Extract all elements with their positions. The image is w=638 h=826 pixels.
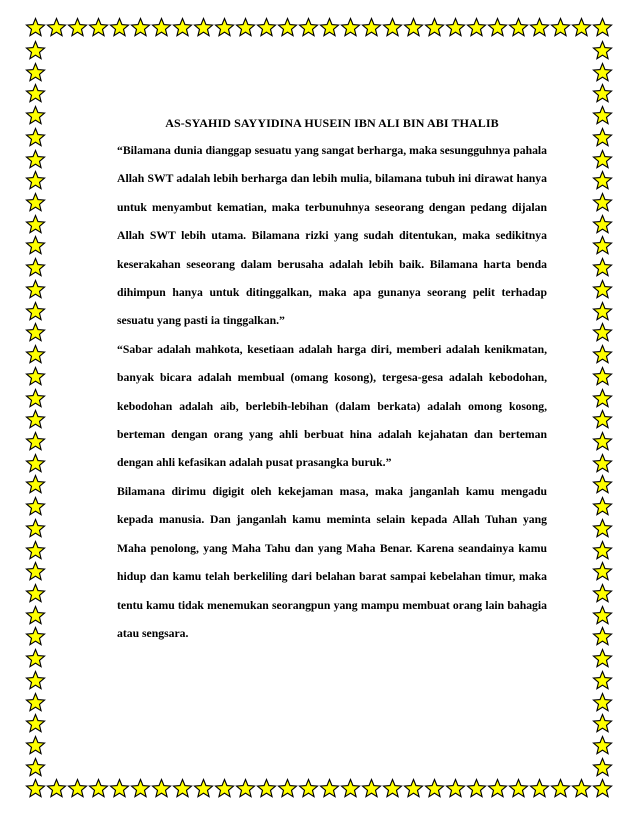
star-icon (592, 344, 613, 365)
star-icon (592, 561, 613, 582)
star-icon (592, 388, 613, 409)
star-icon (88, 778, 109, 799)
star-icon (25, 540, 46, 561)
star-icon (235, 778, 256, 799)
star-icon (592, 583, 613, 604)
paragraph-3: Bilamana dirimu digigit oleh kekejaman masa, maka janganlah kamu mengadu kepada manusia. Dan janganlah kamu meminta selain kepada Allah Tuhan yang Maha penolong, yang Maha Tahu dan yang Maha Benar. Karena seandainya kamu hidup dan kamu telah berkeliling dari belahan barat sampai kebelahan timur, maka tentu kamu tidak menemukan seorangpun yang mampu membuat orang lain bahagia atau sengsara. (117, 484, 547, 640)
star-icon (25, 235, 46, 256)
star-icon (592, 692, 613, 713)
star-icon (256, 778, 277, 799)
star-icon (25, 214, 46, 235)
star-icon (592, 431, 613, 452)
star-icon (25, 127, 46, 148)
star-icon (151, 778, 172, 799)
star-icon (403, 778, 424, 799)
star-icon (592, 40, 613, 61)
star-icon (592, 757, 613, 778)
star-border-top (25, 17, 613, 38)
star-icon (25, 561, 46, 582)
star-icon (529, 17, 550, 38)
star-icon (340, 778, 361, 799)
star-icon (172, 778, 193, 799)
star-icon (592, 474, 613, 495)
star-icon (319, 778, 340, 799)
star-icon (592, 518, 613, 539)
star-icon (319, 17, 340, 38)
star-icon (25, 322, 46, 343)
star-icon (25, 453, 46, 474)
star-icon (25, 279, 46, 300)
star-icon (88, 17, 109, 38)
star-icon (571, 778, 592, 799)
star-icon (382, 778, 403, 799)
star-icon (25, 366, 46, 387)
star-icon (592, 17, 613, 38)
star-icon (592, 127, 613, 148)
star-icon (25, 301, 46, 322)
star-icon (550, 778, 571, 799)
star-icon (592, 105, 613, 126)
star-icon (25, 62, 46, 83)
star-icon (592, 279, 613, 300)
star-icon (25, 149, 46, 170)
star-icon (592, 257, 613, 278)
star-icon (25, 409, 46, 430)
star-border-left (25, 40, 46, 778)
star-icon (298, 17, 319, 38)
star-icon (592, 626, 613, 647)
star-icon (130, 17, 151, 38)
star-icon (235, 17, 256, 38)
star-icon (193, 778, 214, 799)
page-title: AS-SYAHID SAYYIDINA HUSEIN IBN ALI BIN ABI THALIB (165, 116, 499, 130)
star-icon (25, 83, 46, 104)
star-icon (25, 518, 46, 539)
star-icon (361, 17, 382, 38)
star-icon (214, 17, 235, 38)
star-icon (592, 62, 613, 83)
star-icon (592, 192, 613, 213)
star-icon (592, 453, 613, 474)
star-icon (25, 40, 46, 61)
star-icon (592, 409, 613, 430)
star-icon (424, 778, 445, 799)
star-icon (445, 17, 466, 38)
star-icon (25, 648, 46, 669)
star-icon (592, 735, 613, 756)
star-icon (508, 17, 529, 38)
star-icon (571, 17, 592, 38)
star-icon (25, 735, 46, 756)
star-icon (466, 17, 487, 38)
star-icon (25, 105, 46, 126)
star-icon (25, 626, 46, 647)
paragraph-2: “Sabar adalah mahkota, kesetiaan adalah harga diri, memberi adalah kenikmatan, banyak bicara adalah membual (omang kosong), tergesa-gesa adalah kebodohan, kebodohan adalah aib, berlebih-lebihan (dalam berkata) adalah omong kosong, berteman dengan orang yang ahli berbuat hina adalah kejahatan dan berteman dengan ahli kefasikan adalah pusat prasangka buruk.” (117, 342, 547, 470)
star-icon (193, 17, 214, 38)
star-icon (67, 778, 88, 799)
star-icon (445, 778, 466, 799)
star-icon (592, 83, 613, 104)
star-icon (361, 778, 382, 799)
document-body (117, 116, 547, 648)
star-icon (592, 366, 613, 387)
star-icon (46, 778, 67, 799)
star-icon (592, 540, 613, 561)
star-icon (25, 431, 46, 452)
star-icon (277, 778, 298, 799)
star-icon (592, 670, 613, 691)
star-icon (592, 713, 613, 734)
star-icon (25, 170, 46, 191)
star-icon (151, 17, 172, 38)
star-icon (25, 605, 46, 626)
star-icon (592, 214, 613, 235)
star-icon (592, 778, 613, 799)
star-icon (25, 17, 46, 38)
star-icon (487, 778, 508, 799)
star-icon (109, 17, 130, 38)
star-icon (256, 17, 277, 38)
star-icon (25, 474, 46, 495)
star-icon (592, 149, 613, 170)
star-icon (46, 17, 67, 38)
star-icon (382, 17, 403, 38)
star-icon (67, 17, 88, 38)
star-icon (592, 322, 613, 343)
star-icon (277, 17, 298, 38)
paragraph-1: “Bilamana dunia dianggap sesuatu yang sangat berharga, maka sesungguhnya pahala Allah SWT adalah lebih berharga dan lebih mulia, bilamana tubuh ini dirawat hanya untuk menyambut kematian, maka terbunuhnya seseorang dengan pedang dijalan Allah SWT lebih utama. Bilamana rizki yang sudah ditentukan, maka sedikitnya keserakahan seseorang dalam berusaha adalah lebih baik. Bilamana harta benda dihimpun hanya untuk ditinggalkan, maka apa gunanya seorang pelit terhadap sesuatu yang pasti ia tinggalkan.” (117, 144, 547, 328)
star-icon (25, 757, 46, 778)
star-icon (25, 192, 46, 213)
star-icon (25, 778, 46, 799)
star-icon (130, 778, 151, 799)
star-border-right (592, 40, 613, 778)
star-icon (550, 17, 571, 38)
star-icon (592, 496, 613, 517)
star-icon (592, 235, 613, 256)
star-icon (424, 17, 445, 38)
star-icon (25, 583, 46, 604)
star-icon (298, 778, 319, 799)
star-icon (109, 778, 130, 799)
star-icon (592, 648, 613, 669)
star-icon (25, 670, 46, 691)
star-icon (508, 778, 529, 799)
star-icon (529, 778, 550, 799)
star-icon (25, 713, 46, 734)
star-icon (340, 17, 361, 38)
star-icon (25, 388, 46, 409)
star-icon (592, 170, 613, 191)
star-icon (466, 778, 487, 799)
star-icon (25, 344, 46, 365)
star-icon (214, 778, 235, 799)
star-icon (25, 257, 46, 278)
star-icon (403, 17, 424, 38)
star-icon (592, 605, 613, 626)
star-icon (487, 17, 508, 38)
star-icon (25, 496, 46, 517)
star-icon (172, 17, 193, 38)
star-border-bottom (25, 778, 613, 799)
star-icon (592, 301, 613, 322)
star-icon (25, 692, 46, 713)
